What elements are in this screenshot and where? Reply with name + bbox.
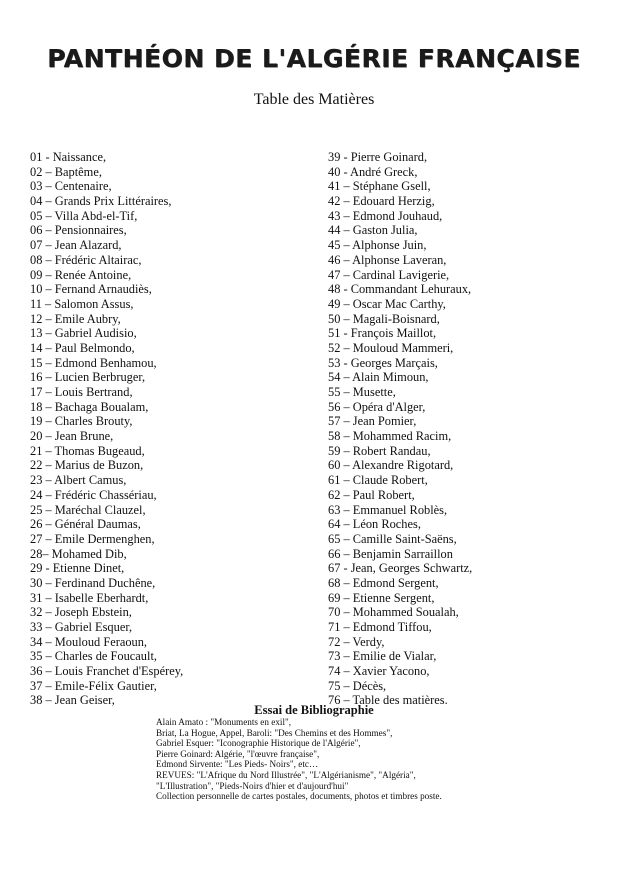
toc-entry: 43 – Edmond Jouhaud, xyxy=(328,208,443,223)
bibliography-entry: Pierre Goinard: Algérie, "l'œuvre française", xyxy=(156,748,320,759)
toc-entry: 32 – Joseph Ebstein, xyxy=(30,605,132,620)
toc-entry: 68 – Edmond Sergent, xyxy=(328,575,439,590)
toc-entry: 47 – Cardinal Lavigerie, xyxy=(328,267,450,282)
toc-entry: 25 – Maréchal Clauzel, xyxy=(30,502,146,517)
toc-entry: 03 – Centenaire, xyxy=(30,179,112,194)
toc-entry: 36 – Louis Franchet d'Espérey, xyxy=(30,664,184,679)
toc-entry: 70 – Mohammed Soualah, xyxy=(328,605,459,620)
toc-entry: 73 – Emilie de Vialar, xyxy=(328,649,437,664)
toc-entry: 76 – Table des matières. xyxy=(328,693,448,708)
page-title: PANTHÉON DE L'ALGÉRIE FRANÇAISE xyxy=(47,44,581,73)
toc-entry: 11 – Salomon Assus, xyxy=(30,296,134,311)
toc-entry: 55 – Musette, xyxy=(328,385,396,399)
toc-entry: 40 - André Greck, xyxy=(328,164,418,179)
toc-entry: 02 – Baptême, xyxy=(30,164,102,179)
toc-column-left xyxy=(30,150,310,708)
toc-entry: 24 – Frédéric Chassériau, xyxy=(30,487,157,502)
toc-entry: 13 – Gabriel Audisio, xyxy=(30,326,137,341)
bibliography-entry: Alain Amato : "Monuments en exil", xyxy=(156,717,292,727)
toc-entry: 49 – Oscar Mac Carthy, xyxy=(328,296,446,311)
toc-entry: 35 – Charles de Foucault, xyxy=(30,649,157,664)
bibliography-entry: Collection personnelle de cartes postales, documents, photos et timbres poste. xyxy=(156,791,442,802)
toc-entry: 54 – Alain Mimoun, xyxy=(328,370,429,385)
toc-entry: 31 – Isabelle Eberhardt, xyxy=(30,590,149,605)
toc-entry: 42 – Edouard Herzig, xyxy=(328,194,435,209)
toc-entry: 28– Mohamed Dib, xyxy=(30,546,127,561)
toc-entry: 33 – Gabriel Esquer, xyxy=(30,620,133,634)
toc-entry: 18 – Bachaga Boualam, xyxy=(30,399,149,414)
toc-entry: 26 – Général Daumas, xyxy=(30,517,141,532)
toc-entry: 67 - Jean, Georges Schwartz, xyxy=(328,561,473,576)
toc-entry: 30 – Ferdinand Duchêne, xyxy=(30,575,156,590)
toc-column-right xyxy=(328,150,608,708)
toc-entry: 60 – Alexandre Rigotard, xyxy=(328,458,454,473)
toc-entry: 20 – Jean Brune, xyxy=(30,429,114,444)
toc-entry: 07 – Jean Alazard, xyxy=(30,238,122,253)
toc-entry: 75 – Décès, xyxy=(328,678,387,693)
toc-entry: 48 - Commandant Lehuraux, xyxy=(328,282,472,297)
bibliography-entry: "L'Illustration", "Pieds-Noirs d'hier et d'aujourd'hui" xyxy=(156,780,349,791)
toc-entry: 05 – Villa Abd-el-Tif, xyxy=(30,208,138,223)
toc-entry: 38 – Jean Geiser, xyxy=(30,693,115,708)
bibliography-entry: REVUES: "L'Afrique du Nord Illustrée", "L'Algérianisme", "Algéria", xyxy=(156,769,416,780)
page-subtitle: Table des Matières xyxy=(253,91,375,108)
toc-entry: 72 – Verdy, xyxy=(328,634,385,649)
toc-entry: 58 – Mohammed Racim, xyxy=(328,429,452,444)
toc-entry: 16 – Lucien Berbruger, xyxy=(30,370,146,385)
toc-entry: 21 – Thomas Bugeaud, xyxy=(30,443,145,458)
toc-entry: 04 – Grands Prix Littéraires, xyxy=(30,194,172,209)
toc-entry: 06 – Pensionnaires, xyxy=(30,223,127,238)
toc-entry: 01 - Naissance, xyxy=(30,150,107,164)
toc-entry: 61 – Claude Robert, xyxy=(328,473,428,488)
toc-entry: 22 – Marius de Buzon, xyxy=(30,458,144,473)
toc-entry: 34 – Mouloud Feraoun, xyxy=(30,634,148,649)
toc-entry: 59 – Robert Randau, xyxy=(328,443,431,458)
toc-entry: 56 – Opéra d'Alger, xyxy=(328,399,426,414)
toc-entry: 29 - Etienne Dinet, xyxy=(30,561,125,576)
toc-entry: 64 – Léon Roches, xyxy=(328,517,421,532)
toc-entry: 74 – Xavier Yacono, xyxy=(328,664,430,679)
toc-entry: 53 - Georges Marçais, xyxy=(328,355,438,370)
toc-entry: 08 – Frédéric Altairac, xyxy=(30,252,142,267)
bibliography-list xyxy=(156,717,596,802)
toc-entry: 12 – Emile Aubry, xyxy=(30,311,121,326)
bibliography-entry: Edmond Sirvente: "Les Pieds- Noirs", etc… xyxy=(156,759,319,770)
toc-entry: 45 – Alphonse Juin, xyxy=(328,238,427,253)
toc-entry: 46 – Alphonse Laveran, xyxy=(328,252,447,267)
toc-entry: 57 – Jean Pomier, xyxy=(328,414,417,429)
toc-entry: 52 – Mouloud Mammeri, xyxy=(328,340,454,355)
toc-entry: 17 – Louis Bertrand, xyxy=(30,385,133,399)
toc-entry: 19 – Charles Brouty, xyxy=(30,414,133,429)
toc-entry: 37 – Emile-Félix Gautier, xyxy=(30,678,157,693)
toc-entry: 44 – Gaston Julia, xyxy=(328,223,418,238)
toc-entry: 50 – Magali-Boisnard, xyxy=(328,311,440,326)
bibliography-entry: Gabriel Esquer: "Iconographie Historique de l'Algérie", xyxy=(156,738,361,749)
toc-entry: 41 – Stéphane Gsell, xyxy=(328,179,431,194)
toc-entry: 62 – Paul Robert, xyxy=(328,487,415,502)
toc-entry: 65 – Camille Saint-Saëns, xyxy=(328,531,457,546)
toc-entry: 14 – Paul Belmondo, xyxy=(30,340,135,355)
bibliography-title: Essai de Bibliographie xyxy=(254,703,374,717)
toc-entry: 39 - Pierre Goinard, xyxy=(328,150,428,164)
toc-entry: 15 – Edmond Benhamou, xyxy=(30,355,157,370)
toc-entry: 10 – Fernand Arnaudiès, xyxy=(30,282,152,297)
toc-entry: 66 – Benjamin Sarraillon xyxy=(328,546,453,561)
toc-entry: 63 – Emmanuel Roblès, xyxy=(328,502,448,517)
toc-entry: 69 – Etienne Sergent, xyxy=(328,590,435,605)
toc-entry: 71 – Edmond Tiffou, xyxy=(328,620,432,634)
bibliography-entry: Briat, La Hogue, Appel, Baroli: "Des Chemins et des Hommes", xyxy=(156,727,393,738)
toc-entry: 23 – Albert Camus, xyxy=(30,473,127,488)
toc-entry: 51 - François Maillot, xyxy=(328,326,437,341)
toc-entry: 09 – Renée Antoine, xyxy=(30,267,132,282)
toc-entry: 27 – Emile Dermenghen, xyxy=(30,531,155,546)
